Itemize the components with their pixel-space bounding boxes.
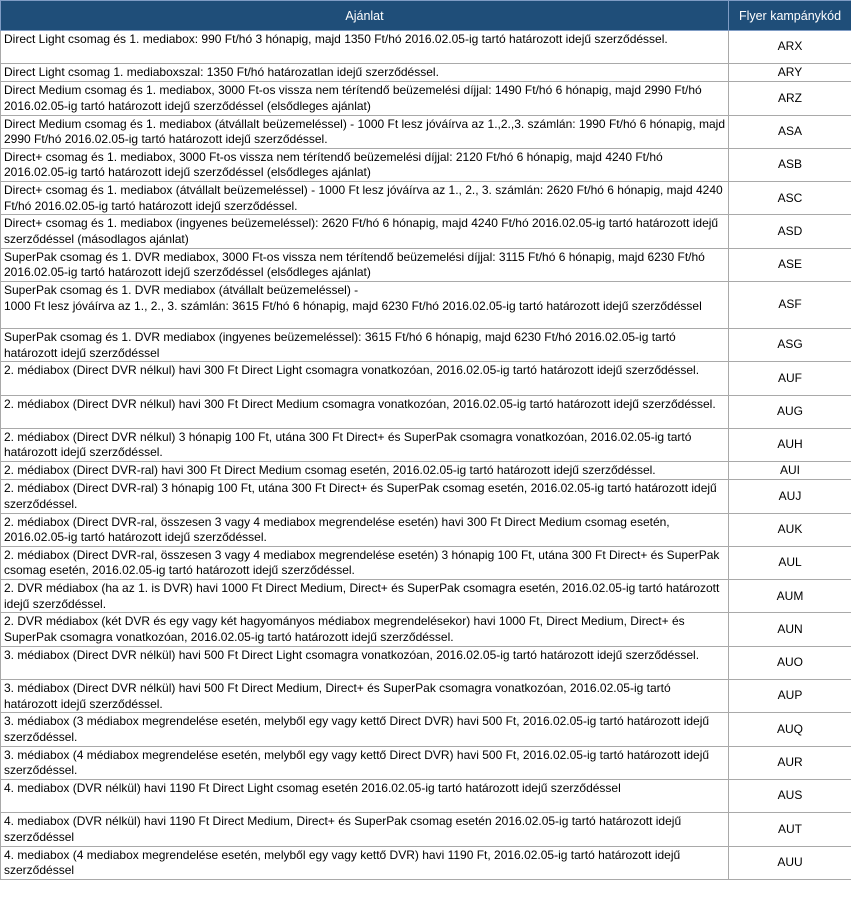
table-row [1,480,851,513]
table-row [1,148,851,181]
offer-cell: 4. mediabox (DVR nélkül) havi 1190 Ft Direct Medium, Direct+ és SuperPak csomag esetén 2016.02.05-ig tartó határozott idejű szerződéssel [1,813,729,846]
offer-cell: SuperPak csomag és 1. DVR mediabox (ingyenes beüzemeléssel): 3615 Ft/hó 6 hónapig, majd 6230 Ft/hó 2016.02.05-ig tartó határozott idejű szerződéssel [1,329,729,362]
table-row [1,82,851,115]
offer-cell: 2. médiabox (Direct DVR nélkul) 3 hónapig 100 Ft, utána 300 Ft Direct+ és SuperPak csomagra vonatkozóan, 2016.02.05-ig tartó határozott idejű szerződéssel. [1,428,729,461]
offer-cell: SuperPak csomag és 1. DVR mediabox, 3000 Ft-os vissza nem térítendő beüzemelési díjjal: 3115 Ft/hó 6 hónapig, majd 6230 Ft/hó 2016.02.05-ig tartó határozott idejű szerződéssel (elsődleges ajánlat) [1,248,729,281]
campaign-code-cell: AUR [729,746,851,779]
campaign-code-cell: ARX [729,31,851,64]
header-campaign-code: Flyer kampánykód [729,1,851,31]
offer-cell: Direct+ csomag és 1. mediabox (ingyenes beüzemeléssel): 2620 Ft/hó 6 hónapig, majd 4240 Ft/hó 2016.02.05-ig tartó határozott idejű szerződéssel (másodlagos ajánlat) [1,215,729,248]
offer-cell: 3. médiabox (Direct DVR nélkül) havi 500 Ft Direct Medium, Direct+ és SuperPak csomagra vonatkozóan, 2016.02.05-ig tartó határozott idejű szerződéssel. [1,680,729,713]
offer-cell: Direct Medium csomag és 1. mediabox (átvállalt beüzemeléssel) - 1000 Ft lesz jóváírva az 1.,2.,3. számlán: 1990 Ft/hó 6 hónapig, majd 2990 Ft/hó 2016.02.05-ig tartó határozott idejű szerződéssel. [1,115,729,148]
offer-cell: Direct+ csomag és 1. mediabox (átvállalt beüzemeléssel) - 1000 Ft lesz jóváírva az 1., 2., 3. számlán: 2620 Ft/hó 6 hónapig, majd 4240 Ft/hó 2016.02.05-ig tartó határozott idejű szerződéssel. [1,182,729,215]
campaign-code-cell: ASF [729,282,851,329]
header-row [1,1,851,31]
offer-cell: 2. DVR médiabox (két DVR és egy vagy két hagyományos médiabox megrendelésekor) havi 1000 Ft, Direct Medium, Direct+ és SuperPak csomagra vonatkozóan, 2016.02.05-ig tartó határozott idejű szerződéssel. [1,613,729,646]
campaign-code-cell: AUS [729,779,851,812]
table-row [1,362,851,395]
campaign-code-cell: ASA [729,115,851,148]
campaign-code-cell: AUP [729,680,851,713]
offer-cell: 3. médiabox (3 médiabox megrendelése esetén, melyből egy vagy kettő Direct DVR) havi 500 Ft, 2016.02.05-ig tartó határozott idejű szerződéssel. [1,713,729,746]
offer-cell: 2. médiabox (Direct DVR-ral, összesen 3 vagy 4 mediabox megrendelése esetén) havi 300 Ft Direct Medium csomag esetén, 2016.02.05-ig tartó határozott idejű szerződéssel. [1,513,729,546]
table-row [1,395,851,428]
offer-cell: 2. médiabox (Direct DVR nélkul) havi 300 Ft Direct Light csomagra vonatkozóan, 2016.02.05-ig tartó határozott idejű szerződéssel. [1,362,729,395]
table-row [1,713,851,746]
campaign-code-cell: ARY [729,64,851,82]
table-row [1,282,851,329]
campaign-code-cell: AUN [729,613,851,646]
offer-cell: 2. médiabox (Direct DVR-ral, összesen 3 vagy 4 mediabox megrendelése esetén) 3 hónapig 100 Ft, utána 300 Ft Direct+ és SuperPak csomag esetén, 2016.02.05-ig tartó határozott idejű szerződéssel. [1,546,729,579]
table-row [1,215,851,248]
campaign-code-cell: AUQ [729,713,851,746]
campaign-code-cell: AUK [729,513,851,546]
offer-cell: 2. DVR médiabox (ha az 1. is DVR) havi 1000 Ft Direct Medium, Direct+ és SuperPak csomagra esetén, 2016.02.05-ig tartó határozott idejű szerződéssel. [1,580,729,613]
offer-cell: Direct Light csomag és 1. mediabox: 990 Ft/hó 3 hónapig, majd 1350 Ft/hó 2016.02.05-ig tartó határozott idejű szerződéssel. [1,31,729,64]
offer-cell: 4. mediabox (DVR nélkül) havi 1190 Ft Direct Light csomag esetén 2016.02.05-ig tartó határozott idejű szerződéssel [1,779,729,812]
table-row [1,248,851,281]
campaign-code-cell: ASB [729,148,851,181]
campaign-code-cell: AUT [729,813,851,846]
campaign-code-cell: AUJ [729,480,851,513]
campaign-code-cell: ASG [729,329,851,362]
table-row [1,513,851,546]
offer-cell: 3. médiabox (4 médiabox megrendelése esetén, melyből egy vagy kettő Direct DVR) havi 500 Ft, 2016.02.05-ig tartó határozott idejű szerződéssel. [1,746,729,779]
table-row [1,680,851,713]
table-row [1,31,851,64]
table-row [1,462,851,480]
campaign-code-cell: AUU [729,846,851,879]
offer-cell: 2. médiabox (Direct DVR-ral) 3 hónapig 100 Ft, utána 300 Ft Direct+ és SuperPak csomag esetén, 2016.02.05-ig tartó határozott idejű szerződéssel. [1,480,729,513]
campaign-code-cell: AUL [729,546,851,579]
offer-cell: 2. médiabox (Direct DVR-ral) havi 300 Ft Direct Medium csomag esetén, 2016.02.05-ig tartó határozott idejű szerződéssel. [1,462,729,480]
table-row [1,746,851,779]
offer-cell: 3. médiabox (Direct DVR nélkül) havi 500 Ft Direct Light csomagra vonatkozóan, 2016.02.05-ig tartó határozott idejű szerződéssel. [1,646,729,679]
table-row [1,115,851,148]
campaign-code-cell: ASE [729,248,851,281]
header-offer: Ajánlat [1,1,729,31]
campaign-code-cell: ARZ [729,82,851,115]
table-body [1,31,851,880]
campaign-code-cell: AUH [729,428,851,461]
offer-cell: Direct Medium csomag és 1. mediabox, 3000 Ft-os vissza nem térítendő beüzemelési díjjal: 1490 Ft/hó 6 hónapig, majd 2990 Ft/hó 2016.02.05-ig tartó határozott idejű szerződéssel (elsődleges ajánlat) [1,82,729,115]
table-row [1,779,851,812]
campaign-code-cell: AUM [729,580,851,613]
table-row [1,182,851,215]
table-row [1,580,851,613]
table-row [1,428,851,461]
table-row [1,329,851,362]
table-row [1,846,851,879]
offer-cell: 2. médiabox (Direct DVR nélkul) havi 300 Ft Direct Medium csomagra vonatkozóan, 2016.02.05-ig tartó határozott idejű szerződéssel. [1,395,729,428]
offer-cell: Direct Light csomag 1. mediaboxszal: 1350 Ft/hó határozatlan idejű szerződéssel. [1,64,729,82]
table-row [1,813,851,846]
campaign-code-cell: AUI [729,462,851,480]
offer-cell: SuperPak csomag és 1. DVR mediabox (átvállalt beüzemeléssel) - 1000 Ft lesz jóváírva az 1., 2., 3. számlán: 3615 Ft/hó 6 hónapig, majd 6230 Ft/hó 2016.02.05-ig tartó határozott idejű szerződéssel [1,282,729,329]
table-row [1,613,851,646]
table-row [1,646,851,679]
table-row [1,546,851,579]
campaign-code-cell: ASD [729,215,851,248]
table-row [1,64,851,82]
offer-cell: Direct+ csomag és 1. mediabox, 3000 Ft-os vissza nem térítendő beüzemelési díjjal: 2120 Ft/hó 6 hónapig, majd 4240 Ft/hó 2016.02.05-ig tartó határozott idejű szerződéssel (elsődleges ajánlat) [1,148,729,181]
campaign-code-cell: ASC [729,182,851,215]
offer-cell: 4. mediabox (4 mediabox megrendelése esetén, melyből egy vagy kettő DVR) havi 1190 Ft, 2016.02.05-ig tartó határozott idejű szerződéssel [1,846,729,879]
campaign-code-cell: AUO [729,646,851,679]
campaign-code-cell: AUG [729,395,851,428]
campaign-code-cell: AUF [729,362,851,395]
